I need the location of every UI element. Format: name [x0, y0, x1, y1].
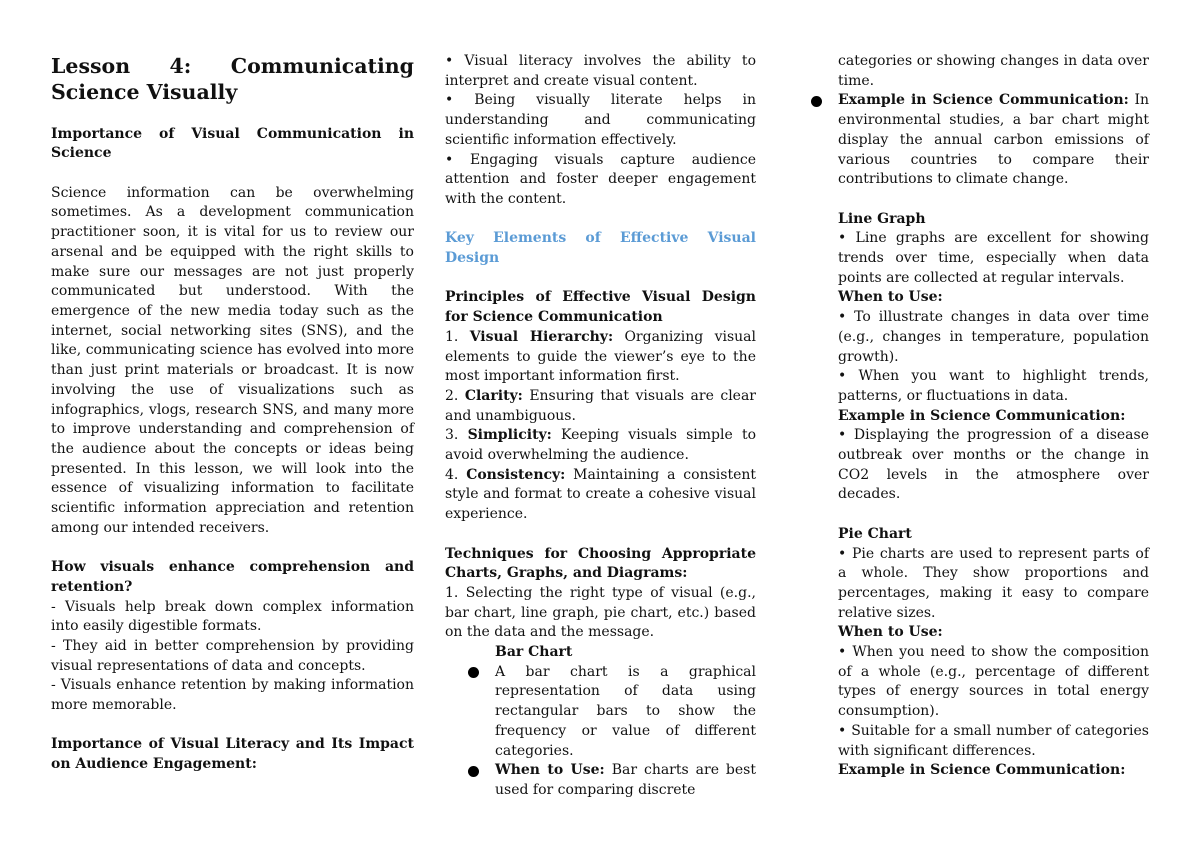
pie-when-heading: When to Use: — [838, 624, 943, 641]
line-example-text: • Displaying the progression of a disease outbreak over months or the change in CO2 levels in the atmosphere over decades. — [838, 427, 1149, 503]
line-example-heading: Example in Science Communication: — [838, 407, 1126, 424]
list-item: • When you want to highlight trends, patterns, or fluctuations in data. — [838, 368, 1149, 404]
bar-example: Example in Science Communication: In environmental studies, a bar chart might display the annual carbon emissions of various countries to compare their contributions to climate change. — [838, 92, 1150, 188]
heading-pie-chart: Pie Chart — [838, 525, 912, 542]
heading-line-graph: Line Graph — [838, 210, 926, 227]
bullet-dot-icon — [811, 96, 822, 107]
list-item: • To illustrate changes in data over time (e.g., changes in temperature, population growth). — [838, 309, 1149, 365]
column-3 — [838, 52, 1149, 781]
principle-item: 3. Simplicity: Keeping visuals simple to avoid overwhelming the audience. — [445, 427, 757, 464]
lesson-title: Lesson 4: Communicating Science Visually — [51, 54, 414, 104]
bar-when-to-use: When to Use: Bar charts are best used for comparing discrete — [495, 762, 756, 798]
heading-how-visuals: How visuals enhance comprehension and retention? — [51, 559, 414, 595]
intro-paragraph: Science information can be overwhelming sometimes. As a development communication practitioner soon, it is vital for us to review our arsenal and be equipped with the right skills to make sure our messages are not just properly communicated but understood. With the emergence of the new media today such as the internet, social networking sites (SNS), and the like, communicating science has evolved into more than just print materials or broadcast. It is now involving the use of visualizations such as infographics, vlogs, research SNS, and many more to improve understanding and comprehension of the audience about the concepts or ideas being presented. In this lesson, we will look into the essence of visualizing information to facilitate scientific information appreciation and retention among our intended receivers. — [51, 184, 414, 536]
principle-term: Consistency: — [466, 466, 566, 483]
bar-when-continued: categories or showing changes in data over time. — [838, 53, 1149, 89]
principle-item: 4. Consistency: Maintaining a consistent style and format to create a cohesive visual experience. — [445, 466, 756, 523]
bullet-dot-icon — [468, 667, 479, 678]
heading-key-elements: Key Elements of Effective Visual Design — [445, 230, 756, 267]
heading-importance: Importance of Visual Communication in Science — [51, 125, 414, 162]
list-item: • When you need to show the composition of a whole (e.g., percentage of different types of energy sources in total energy consumption). — [838, 644, 1149, 720]
heading-bar-chart: Bar Chart — [495, 644, 573, 661]
bullet-dot-icon — [468, 766, 479, 777]
principle-term: Visual Hierarchy: — [469, 328, 614, 345]
line-definition: • Line graphs are excellent for showing trends over time, especially when data points are collected at regular intervals. — [838, 230, 1149, 286]
pie-example-heading: Example in Science Communication: — [838, 762, 1126, 779]
principle-item: 1. Visual Hierarchy: Organizing visual elements to guide the viewer’s eye to the most important information first. — [445, 328, 756, 385]
bullet-item — [838, 91, 1149, 190]
list-item: • Suitable for a small number of categories with significant differences. — [838, 722, 1149, 759]
pie-definition: • Pie charts are used to represent parts of a whole. They show proportions and percentages, making it easy to compare relative sizes. — [838, 545, 1149, 621]
heading-techniques: Techniques for Choosing Appropriate Charts, Graphs, and Diagrams: — [445, 545, 756, 582]
bullet-item — [445, 663, 756, 762]
bullet-item — [445, 761, 756, 800]
list-item: • Being visually literate helps in understanding and communicating scientific information effectively. — [445, 92, 756, 148]
list-item: • Engaging visuals capture audience attention and foster deeper engagement with the content. — [445, 151, 756, 207]
principle-item: 2. Clarity: Ensuring that visuals are clear and unambiguous. — [445, 387, 757, 424]
bar-definition: A bar chart is a graphical representation of data using rectangular bars to show the frequency or value of different categories. — [495, 663, 756, 759]
list-item: • Visual literacy involves the ability to interpret and create visual content. — [445, 53, 756, 89]
principle-term: Clarity: — [464, 387, 523, 404]
heading-principles: Principles of Effective Visual Design for Science Communication — [445, 289, 756, 326]
column-2 — [445, 52, 756, 801]
list-item: - Visuals enhance retention by making information more memorable. — [51, 677, 414, 714]
heading-visual-literacy: Importance of Visual Literacy and Its Impact on Audience Engagement: — [51, 736, 414, 773]
line-when-heading: When to Use: — [838, 289, 943, 306]
selecting-paragraph: 1. Selecting the right type of visual (e.g., bar chart, line graph, pie chart, etc.) based on the data and the message. — [445, 584, 756, 641]
column-1 — [51, 52, 414, 775]
list-item: - Visuals help break down complex information into easily digestible formats. — [51, 598, 414, 635]
list-item: - They aid in better comprehension by providing visual representations of data and concepts. — [51, 637, 414, 674]
principle-term: Simplicity: — [467, 427, 552, 444]
